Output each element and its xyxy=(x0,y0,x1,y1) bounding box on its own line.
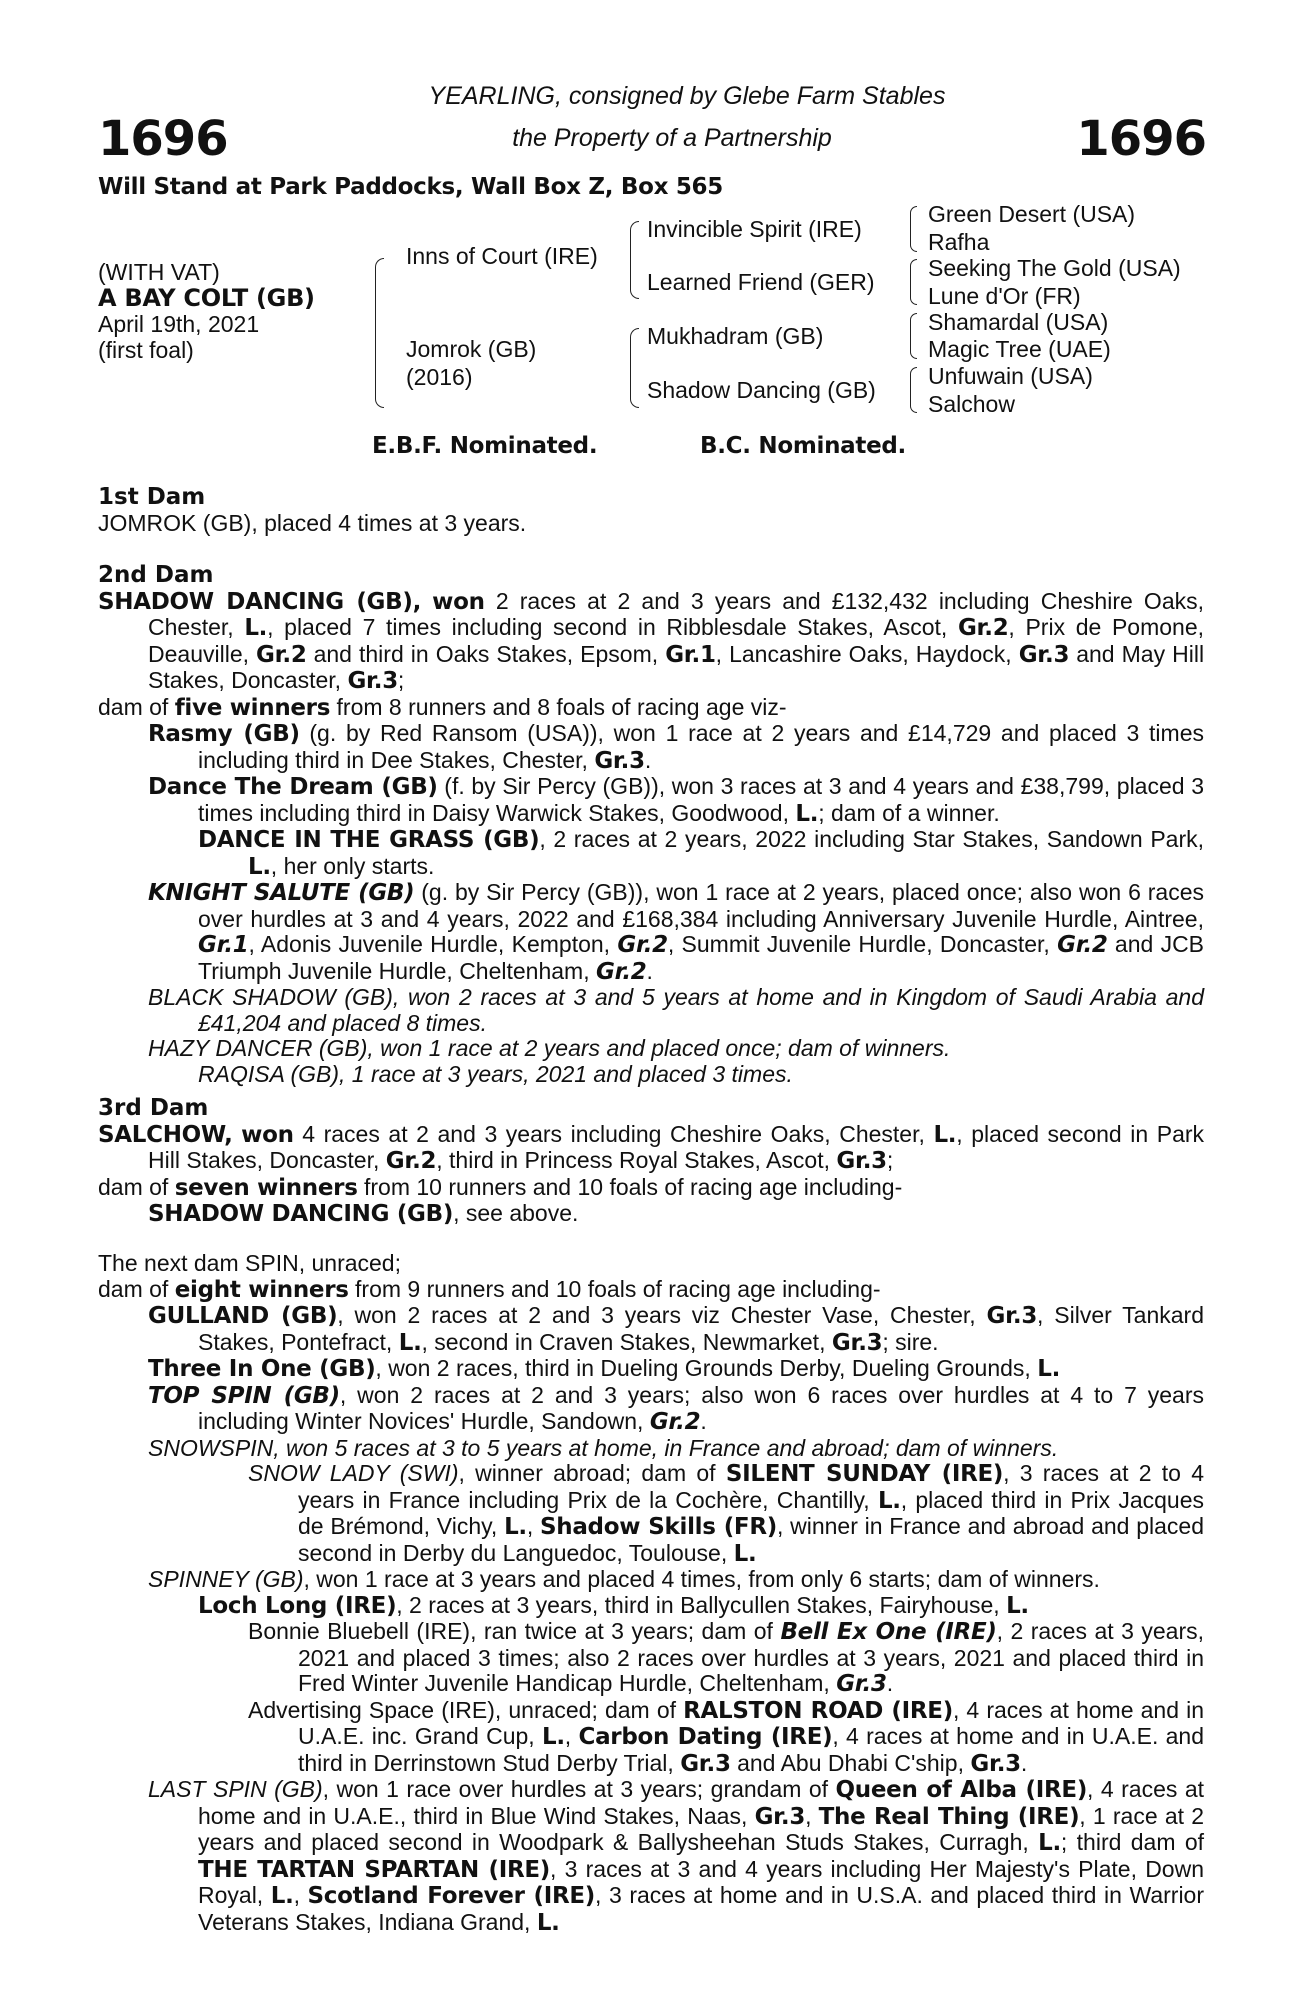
text: dam of xyxy=(98,693,169,720)
text: dam of xyxy=(98,1275,169,1302)
grade: Gr.2 xyxy=(617,932,668,958)
text: . xyxy=(646,957,653,984)
horse-name: Carbon Dating (IRE) xyxy=(578,1724,833,1750)
text: , Lancashire Oaks, Haydock, xyxy=(715,640,1012,667)
text: from 8 runners and 8 foals of racing age viz- xyxy=(336,693,787,720)
produce-knight-salute xyxy=(98,880,1204,985)
first-dam-title: 1st Dam xyxy=(98,484,206,510)
listed: L. xyxy=(1037,1356,1061,1382)
horse-name: Dance The Dream (GB) xyxy=(148,774,438,800)
second-dam-name: SHADOW DANCING (GB), xyxy=(98,588,422,615)
produce-last-spin: LAST SPIN (GB), won 1 race over hurdles at 3 years; grandam of Queen of Alba (IRE), 4 races at home and in U.A.E., third in Blue Wind Stakes, Naas, Gr.3, The Real Thing (IRE), 1 race at 2 years and placed second in Woodpark & Ballysheehan Studs Stakes, Curragh, L.; third dam of THE TARTAN SPARTAN (IRE), 3 races at 3 and 4 years including Her Majesty's Plate, Down Royal, L., Scotland Forever (IRE), 3 races at home and in U.S.A. and placed third in Warrior Veterans Stakes, Indiana Grand, L. xyxy=(148,1776,1205,1936)
text: , Adonis Juvenile Hurdle, Kempton, xyxy=(248,931,611,957)
text: , third in Princess Royal Stakes, Ascot, xyxy=(436,1147,830,1173)
third-dam-title: 3rd Dam xyxy=(98,1095,209,1121)
dam-name: Jomrok (GB) xyxy=(406,336,537,362)
listed: L. xyxy=(504,1514,527,1540)
horse-name: SHADOW DANCING (GB) xyxy=(148,1201,454,1227)
horse-name: TOP SPIN (GB) xyxy=(148,1382,340,1409)
text: , Silver Tankard Stakes, Pontefract, xyxy=(198,1302,1205,1355)
text: ; xyxy=(397,667,405,693)
text: , 2 races at 3 years, third in Ballycullen Stakes, Fairyhouse, xyxy=(396,1591,1000,1618)
sd-bracket xyxy=(910,259,917,305)
third-dam-produce-summary xyxy=(98,1175,1204,1202)
grade: Gr.3 xyxy=(986,1303,1038,1329)
winners-count: seven winners xyxy=(174,1174,358,1201)
text: (g. by Red Ransom (USA)), won 1 race at 2 years and £14,729 and placed 3 times including third in Dee Stakes, Chester, xyxy=(198,720,1204,773)
grade: Gr.2 xyxy=(596,958,647,985)
next-dam-produce-summary xyxy=(98,1277,1204,1304)
ssd: Rafha xyxy=(928,229,990,255)
text: 2 races at 2 and 3 years and £132,432 including Cheshire Oaks, Chester, xyxy=(148,587,1204,640)
produce-shadow-dancing xyxy=(98,1201,1204,1228)
text: , see above. xyxy=(453,1200,579,1226)
vat-note: (WITH VAT) xyxy=(98,259,220,285)
produce-snowspin: SNOWSPIN, won 5 races at 3 to 5 years at home, in France and abroad; dam of winners. xyxy=(148,1434,1059,1461)
lot-number-right: 1696 xyxy=(1076,111,1206,167)
text: , 2 races at 3 years, 2021 and placed 3 times; also 2 races over hurdles at 3 years, 2021 and placed third in Fred Winter Juvenile Handicap Hurdle, Cheltenham, xyxy=(298,1618,1204,1696)
listed: L. xyxy=(877,1487,901,1514)
grade: Gr.3 xyxy=(970,1750,1021,1777)
text: from 10 runners and 10 foals of racing age including- xyxy=(363,1173,903,1200)
text: , 2 races at 2 years, 2022 including Star Stakes, Sandown Park, xyxy=(539,826,1204,852)
bc-nominated: B.C. Nominated. xyxy=(700,433,906,459)
listed: L. xyxy=(270,1883,294,1909)
produce-dance-in-the-grass xyxy=(98,827,1204,880)
text: , 4 races at home and in U.A.E., third in Blue Wind Stakes, Naas, xyxy=(198,1776,1205,1829)
ddd: Salchow xyxy=(928,391,1015,417)
listed: L. xyxy=(795,800,819,827)
consignor-line: YEARLING, consigned by Glebe Farm Stables xyxy=(428,82,946,110)
produce-rasmy xyxy=(98,721,1204,774)
grade: Gr.3 xyxy=(831,1329,883,1356)
grade: Gr.1 xyxy=(198,932,249,958)
produce-top-spin xyxy=(98,1383,1204,1436)
sdd: Lune d'Or (FR) xyxy=(928,283,1081,309)
produce-bonnie-bluebell xyxy=(98,1619,1204,1698)
third-dam-main xyxy=(98,1122,1204,1175)
text: , Summit Juvenile Hurdle, Doncaster, xyxy=(667,931,1050,957)
produce-loch-long xyxy=(98,1593,1204,1620)
text: , her only starts. xyxy=(270,852,435,879)
horse-dob: April 19th, 2021 xyxy=(98,311,260,337)
dam-bracket xyxy=(630,328,639,408)
text: . xyxy=(886,1670,894,1696)
listed: L. xyxy=(244,615,268,641)
won: won xyxy=(241,1121,294,1148)
dss: Shamardal (USA) xyxy=(928,309,1109,335)
next-dam-intro: The next dam SPIN, unraced; xyxy=(98,1250,401,1276)
horse-name: Three In One (GB) xyxy=(148,1356,376,1382)
text: , won 2 races at 2 and 3 years; also won 6 races over hurdles at 4 to 7 years including Winter Novices' Hurdle, Sandown, xyxy=(198,1381,1205,1434)
pedigree-bracket xyxy=(375,258,384,408)
second-dam-won: won xyxy=(432,588,485,615)
text: , placed 7 times including second in Ribblesdale Stakes, Ascot, xyxy=(267,614,948,640)
horse-name: GULLAND (GB) xyxy=(148,1303,338,1329)
sire-bracket xyxy=(630,221,639,299)
winners-count: five winners xyxy=(174,694,331,721)
listed: L. xyxy=(541,1724,565,1750)
grade: Gr.3 xyxy=(347,668,398,694)
produce-three-in-one xyxy=(98,1356,1204,1383)
winners-count: eight winners xyxy=(174,1276,349,1303)
text: , Prix de Pomone, Deauville, xyxy=(148,614,1205,667)
listed: L. xyxy=(1038,1830,1061,1856)
horse-name: Rasmy (GB) xyxy=(148,721,300,747)
grade: Gr.3 xyxy=(836,1671,887,1697)
horse-name: Scotland Forever (IRE) xyxy=(307,1883,596,1909)
grade: Gr.2 xyxy=(649,1409,701,1435)
text: , won 1 race over hurdles at 3 years; grandam of xyxy=(322,1776,829,1802)
lot-number-left: 1696 xyxy=(98,111,228,167)
second-dam-main xyxy=(98,589,1204,695)
text: . xyxy=(644,746,652,773)
property-line: the Property of a Partnership xyxy=(512,124,832,152)
text: . xyxy=(1020,1749,1028,1776)
grade: Gr.2 xyxy=(256,641,307,668)
text: , placed third in Prix Jacques de Brémond, Vichy, xyxy=(298,1486,1204,1539)
grade: Gr.3 xyxy=(836,1148,887,1174)
second-dam-section xyxy=(98,563,1204,1087)
grade: Gr.3 xyxy=(754,1803,806,1830)
listed: L. xyxy=(733,1540,757,1567)
grade: Gr.3 xyxy=(1018,641,1070,668)
text: , placed second in Park Hill Stakes, Doncaster, xyxy=(148,1120,1205,1173)
text: Bonnie Bluebell (IRE), ran twice at 3 years; dam of xyxy=(248,1618,773,1644)
horse-name: Bell Ex One (IRE) xyxy=(780,1619,997,1645)
text: Advertising Space (IRE), unraced; dam of xyxy=(248,1696,677,1723)
text: , won 1 race at 3 years and placed 4 times, from only 6 starts; dam of winners. xyxy=(303,1566,1100,1592)
listed: L. xyxy=(536,1909,560,1936)
horse-name: SILENT SUNDAY (IRE) xyxy=(725,1461,1004,1487)
sire-dam: Learned Friend (GER) xyxy=(647,269,875,295)
produce-advertising-space: Advertising Space (IRE), unraced; dam of RALSTON ROAD (IRE), 4 races at home and in U.A.E. inc. Grand Cup, L., Carbon Dating (IRE), 4 races at home and in U.A.E. and third in Derrinstown Stud Derby Trial, Gr.3 and Abu Dhabi C'ship, Gr.3. xyxy=(248,1696,1205,1777)
text: , 4 races at home and in U.A.E. and third in Derrinstown Stud Derby Trial, xyxy=(298,1723,1205,1776)
horse-name: KNIGHT SALUTE (GB) xyxy=(148,880,415,906)
text: ; xyxy=(886,1147,894,1173)
text: ; third dam of xyxy=(1060,1829,1205,1855)
text: , winner abroad; dam of xyxy=(458,1460,716,1486)
grade: Gr.2 xyxy=(385,1148,437,1174)
text: dam of xyxy=(98,1173,169,1200)
horse-name: A BAY COLT (GB) xyxy=(98,284,315,312)
horse-name: SPINNEY (GB) xyxy=(148,1566,304,1592)
next-dam-section xyxy=(98,1251,1204,1936)
grade: Gr.1 xyxy=(665,641,716,668)
sire-name: Inns of Court (IRE) xyxy=(406,243,598,269)
listed: L. xyxy=(1006,1592,1029,1619)
text: and third in Oaks Stakes, Epsom, xyxy=(313,640,659,667)
text: , winner in France and abroad and placed second in Derby du Languedoc, Toulouse, xyxy=(298,1513,1204,1566)
produce-snow-lady: SNOW LADY (SWI), winner abroad; dam of SILENT SUNDAY (IRE), 3 races at 2 to 4 years in France including Prix de la Cochère, Chantilly, L., placed third in Prix Jacques de Brémond, Vichy, L., Shadow Skills (FR), winner in France and abroad and placed second in Derby du Languedoc, Toulouse, L. xyxy=(248,1460,1204,1567)
horse-foal-note: (first foal) xyxy=(98,337,194,363)
produce-gulland xyxy=(98,1303,1204,1356)
sire-sire: Invincible Spirit (IRE) xyxy=(647,216,862,242)
sds: Seeking The Gold (USA) xyxy=(928,255,1181,281)
grade: Gr.3 xyxy=(594,747,645,774)
dam-year: (2016) xyxy=(406,364,473,390)
text: and Abu Dhabi C'ship, xyxy=(737,1749,964,1776)
text: from 9 runners and 10 foals of racing age including- xyxy=(355,1275,881,1302)
text: , 4 races at home and in U.A.E. inc. Grand Cup, xyxy=(298,1696,1204,1749)
dd-bracket xyxy=(910,367,917,413)
text: (f. by Sir Percy (GB)), won 3 races at 3 and 4 years and £38,799, placed 3 times including third in Daisy Warwick Stakes, Goodwood, xyxy=(198,773,1204,826)
horse-name: Loch Long (IRE) xyxy=(198,1592,397,1619)
text: , won 2 races at 2 and 3 years viz Chester Vase, Chester, xyxy=(337,1302,976,1328)
text: ; dam of a winner. xyxy=(818,799,1000,826)
horse-name: The Real Thing (IRE) xyxy=(818,1803,1080,1830)
text: , second in Craven Stakes, Newmarket, xyxy=(421,1328,826,1355)
text: , 3 races at 3 and 4 years including Her Majesty's Plate, Down Royal, xyxy=(198,1855,1204,1908)
text: and JCB Triumph Juvenile Hurdle, Cheltenham, xyxy=(198,931,1205,984)
produce-hazy-dancer: HAZY DANCER (GB), won 1 race at 2 years and placed once; dam of winners. xyxy=(148,1035,951,1061)
produce-black-shadow: BLACK SHADOW (GB), won 2 races at 3 and 5 years at home and in Kingdom of Saudi Arabia and £41,204 and placed 8 times. xyxy=(148,984,1204,1036)
produce-raqisa: RAQISA (GB), 1 race at 3 years, 2021 and placed 3 times. xyxy=(198,1060,793,1087)
dds: Unfuwain (USA) xyxy=(928,363,1093,389)
first-dam-section xyxy=(98,485,1204,536)
text: , 3 races at 2 to 4 years in France including Prix de la Cochère, Chantilly, xyxy=(298,1460,1204,1513)
first-dam-text: JOMROK (GB), placed 4 times at 3 years. xyxy=(98,509,527,536)
horse-name: SALCHOW, xyxy=(98,1121,233,1148)
second-dam-produce-summary xyxy=(98,695,1204,722)
grade: Gr.2 xyxy=(1057,932,1108,958)
horse-name: Queen of Alba (IRE) xyxy=(835,1777,1088,1803)
grade: Gr.2 xyxy=(957,615,1009,641)
text: (g. by Sir Percy (GB)), won 1 race at 2 years, placed once; also won 6 races over hurdles at 3 and 4 years, 2022 and £168,384 including Anniversary Juvenile Hurdle, Aintree, xyxy=(198,879,1204,932)
produce-spinney xyxy=(98,1567,1204,1593)
dam-sire: Mukhadram (GB) xyxy=(647,323,824,349)
listed: L. xyxy=(248,853,271,880)
text: , 1 race at 2 years and placed second in Woodpark & Ballysheehan Studs Stakes, Curragh, xyxy=(198,1802,1205,1855)
text: , 3 races at home and in U.S.A. and placed third in Warrior Veterans Stakes, Indiana Grand, xyxy=(198,1882,1205,1935)
text: . xyxy=(700,1408,707,1434)
stand-location: Will Stand at Park Paddocks, Wall Box Z, Box 565 xyxy=(98,174,723,200)
horse-name: SNOW LADY (SWI) xyxy=(248,1460,459,1486)
dam-dam: Shadow Dancing (GB) xyxy=(647,377,876,403)
listed: L. xyxy=(933,1121,957,1148)
sss: Green Desert (USA) xyxy=(928,201,1136,227)
horse-name: LAST SPIN (GB) xyxy=(148,1776,323,1802)
horse-name: DANCE IN THE GRASS (GB) xyxy=(198,827,540,853)
third-dam-section xyxy=(98,1096,1204,1228)
ebf-nominated: E.B.F. Nominated. xyxy=(372,433,598,459)
text: , won 2 races, third in Dueling Grounds Derby, Dueling Grounds, xyxy=(375,1355,1031,1381)
horse-name: RALSTON ROAD (IRE) xyxy=(683,1697,953,1724)
produce-dance-the-dream xyxy=(98,774,1204,827)
horse-name: Shadow Skills (FR) xyxy=(540,1514,777,1540)
grade: Gr.3 xyxy=(680,1750,731,1777)
text: 4 races at 2 and 3 years including Cheshire Oaks, Chester, xyxy=(302,1120,925,1147)
ds-bracket xyxy=(910,313,917,359)
second-dam-title: 2nd Dam xyxy=(98,562,214,588)
text: ; sire. xyxy=(882,1328,939,1355)
ss-bracket xyxy=(910,206,917,252)
text: and May Hill Stakes, Doncaster, xyxy=(148,640,1205,693)
listed: L. xyxy=(398,1329,422,1356)
horse-name: THE TARTAN SPARTAN (IRE) xyxy=(198,1856,551,1883)
dsd: Magic Tree (UAE) xyxy=(928,336,1111,362)
